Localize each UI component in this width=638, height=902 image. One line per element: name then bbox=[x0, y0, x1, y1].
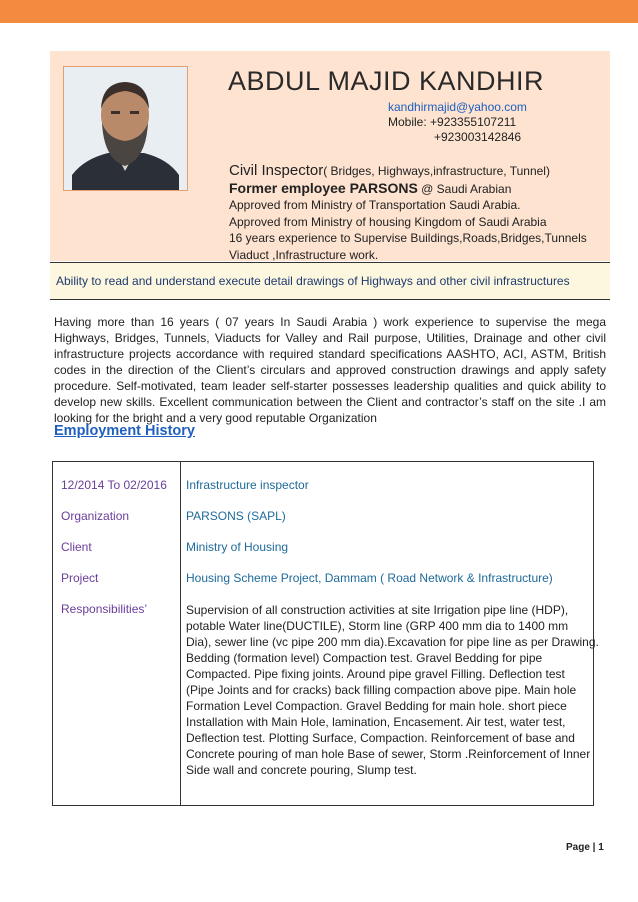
employment-period: 12/2014 To 02/2016 bbox=[61, 478, 167, 492]
responsibility-line: potable Water line(DUCTILE), Storm line (GRP 400 mm dia to 1400 mm bbox=[186, 619, 569, 633]
mobile-secondary: +923003142846 bbox=[434, 130, 522, 144]
former-employer: Former employee PARSONS bbox=[229, 179, 418, 196]
table-column-divider bbox=[180, 462, 181, 805]
former-employer-location: @ Saudi Arabian bbox=[417, 181, 512, 196]
profile-summary: Having more than 16 years ( 07 years In Saudi Arabia ) work experience to supervise the mega Highways, Bridges, Tunnels, Viaducts for Valley and Rail purpose, Utilities, Drainage and other civil infrastructure projects accordance with required standard specifications AASHTO, ACI, ASTM, British codes in the direction of the Client’s circulars and approved construction drawings and apply safety procedure. Self-motivated, team leader self-starter possesses leadership qualities and quick ability to develop new skills. Excellent communication between the Client and contractor’s staff on the site .I am looking for the bright and a very good reputable Organization bbox=[54, 315, 606, 425]
employment-role: Infrastructure inspector bbox=[186, 478, 309, 492]
responsibility-line: Deflection test. Plotting Surface, Compaction. Reinforcement of base and bbox=[186, 731, 575, 745]
responsibilities-text bbox=[186, 602, 599, 778]
page-number: Page | 1 bbox=[566, 842, 604, 853]
organization-label: Organization bbox=[61, 509, 130, 523]
responsibility-line: Compacted. Pipe fixing joints. Around pipe gravel Filling. Deflection test bbox=[186, 667, 565, 681]
responsibility-line: Bedding (formation level) Compaction test. Gravel Bedding for pipe bbox=[186, 651, 543, 665]
qualification-line: 16 years experience to Supervise Buildings,Roads,Bridges,Tunnels bbox=[229, 231, 587, 245]
responsibility-line: Side wall and concrete pouring, Slump test. bbox=[186, 763, 417, 777]
organization-value: PARSONS (SAPL) bbox=[186, 509, 286, 523]
skills-bar: Ability to read and understand execute detail drawings of Highways and other civil infrastructures bbox=[50, 262, 610, 300]
employment-history-heading: Employment History bbox=[54, 423, 195, 439]
candidate-name: ABDUL MAJID KANDHIR bbox=[228, 66, 545, 96]
qualification-line: Viaduct ,Infrastructure work. bbox=[229, 247, 379, 262]
title-block bbox=[229, 163, 609, 263]
qualification-line: Approved from Ministry of Transportation Saudi Arabia. bbox=[229, 198, 521, 212]
job-title-detail: ( Bridges, Highways,infrastructure, Tunnel) bbox=[323, 164, 550, 178]
responsibilities-label: Responsibilities’ bbox=[61, 602, 148, 616]
client-label: Client bbox=[61, 540, 92, 554]
job-title: Civil Inspector bbox=[229, 162, 324, 179]
responsibility-line: Supervision of all construction activities at site Irrigation pipe line (HDP), bbox=[186, 603, 569, 617]
client-value: Ministry of Housing bbox=[186, 540, 289, 554]
mobile-primary: Mobile: +923355107211 bbox=[388, 115, 517, 129]
responsibility-line: Installation with Main Hole, lamination, Encasement. Air test, water test, bbox=[186, 715, 566, 729]
job-title-line bbox=[229, 163, 609, 180]
responsibility-line: Concrete pouring of man hole Base of sewer, Storm .Reinforcement of Inner bbox=[186, 747, 591, 761]
project-value: Housing Scheme Project, Dammam ( Road Network & Infrastructure) bbox=[186, 571, 553, 585]
responsibility-line: (Pipe Joints and for cracks) back filling compaction above pipe. Main hole bbox=[186, 683, 577, 697]
contact-block bbox=[388, 100, 527, 145]
email-link[interactable]: kandhirmajid@yahoo.com bbox=[388, 100, 527, 114]
responsibility-line: Formation Level Compaction. Gravel Bedding for main hole. short piece bbox=[186, 699, 567, 713]
project-label: Project bbox=[61, 571, 99, 585]
profile-photo bbox=[63, 66, 188, 191]
responsibility-line: Dia), sewer line (vc pipe 200 mm dia).Excavation for pipe line as per Drawing. bbox=[186, 635, 599, 649]
top-accent-bar bbox=[0, 0, 638, 23]
portrait-image bbox=[64, 67, 187, 190]
former-employer-line bbox=[229, 180, 609, 198]
qualification-line: Approved from Ministry of housing Kingdom of Saudi Arabia bbox=[229, 214, 547, 229]
